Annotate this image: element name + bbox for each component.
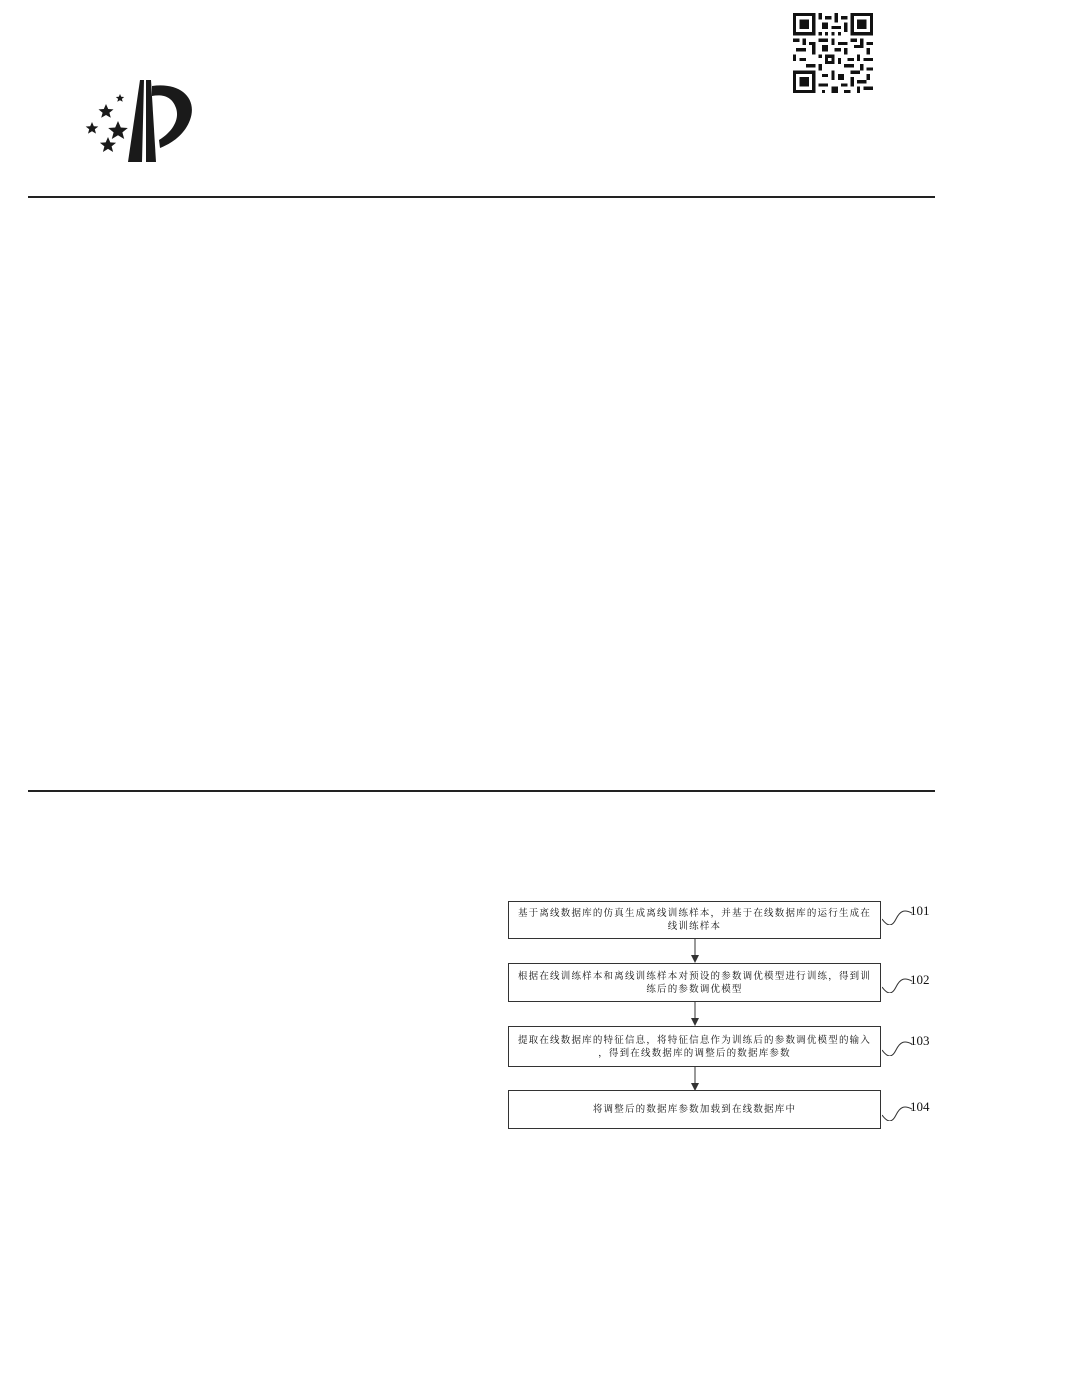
arrow-down-icon: [690, 1002, 700, 1026]
abstract-flowchart: [500, 895, 940, 1135]
flow-step-box: [508, 963, 881, 1002]
patent-office-emblem-icon: [80, 76, 198, 168]
flow-step-box: [508, 1026, 881, 1067]
flow-step-text: 基于离线数据库的仿真生成离线训练样本，并基于在线数据库的运行生成在: [517, 908, 872, 919]
emblem-star: [116, 94, 124, 102]
flow-step-box: [508, 901, 881, 939]
arrow-down-icon: [690, 939, 700, 963]
emblem-star: [86, 122, 99, 134]
emblem-arc: [152, 85, 192, 148]
flow-step-text: 将调整后的数据库参数加载到在线数据库中: [592, 1104, 797, 1115]
flow-step-text: ，得到在线数据库的调整后的数据库参数: [598, 1047, 791, 1059]
emblem-star: [99, 104, 114, 118]
flow-step-text: 根据在线训练样本和离线训练样本对预设的参数调优模型进行训练，得到训: [517, 970, 872, 982]
step-reference-number: 102: [910, 972, 930, 987]
emblem-star: [108, 121, 128, 139]
step-reference-number: 103: [910, 1033, 930, 1048]
flow-step-text: 线训练样本: [667, 921, 722, 932]
qr-code-icon: [793, 13, 873, 93]
leader-line-icon: [882, 905, 912, 925]
emblem-shaft: [128, 80, 144, 162]
leader-line-icon: [882, 1101, 912, 1121]
flow-step-box: [508, 1090, 881, 1129]
flow-step-text: 练后的参数调优模型: [646, 983, 743, 995]
emblem-star: [100, 137, 116, 152]
leader-line-icon: [882, 1036, 912, 1056]
header-divider: [28, 196, 935, 198]
abstract-divider: [28, 790, 935, 792]
arrow-down-icon: [690, 1067, 700, 1091]
step-reference-number: 104: [910, 1099, 930, 1114]
leader-line-icon: [882, 973, 912, 993]
flow-step-text: 提取在线数据库的特征信息，将特征信息作为训练后的参数调优模型的输入: [517, 1034, 872, 1046]
step-reference-number: 101: [910, 903, 930, 918]
